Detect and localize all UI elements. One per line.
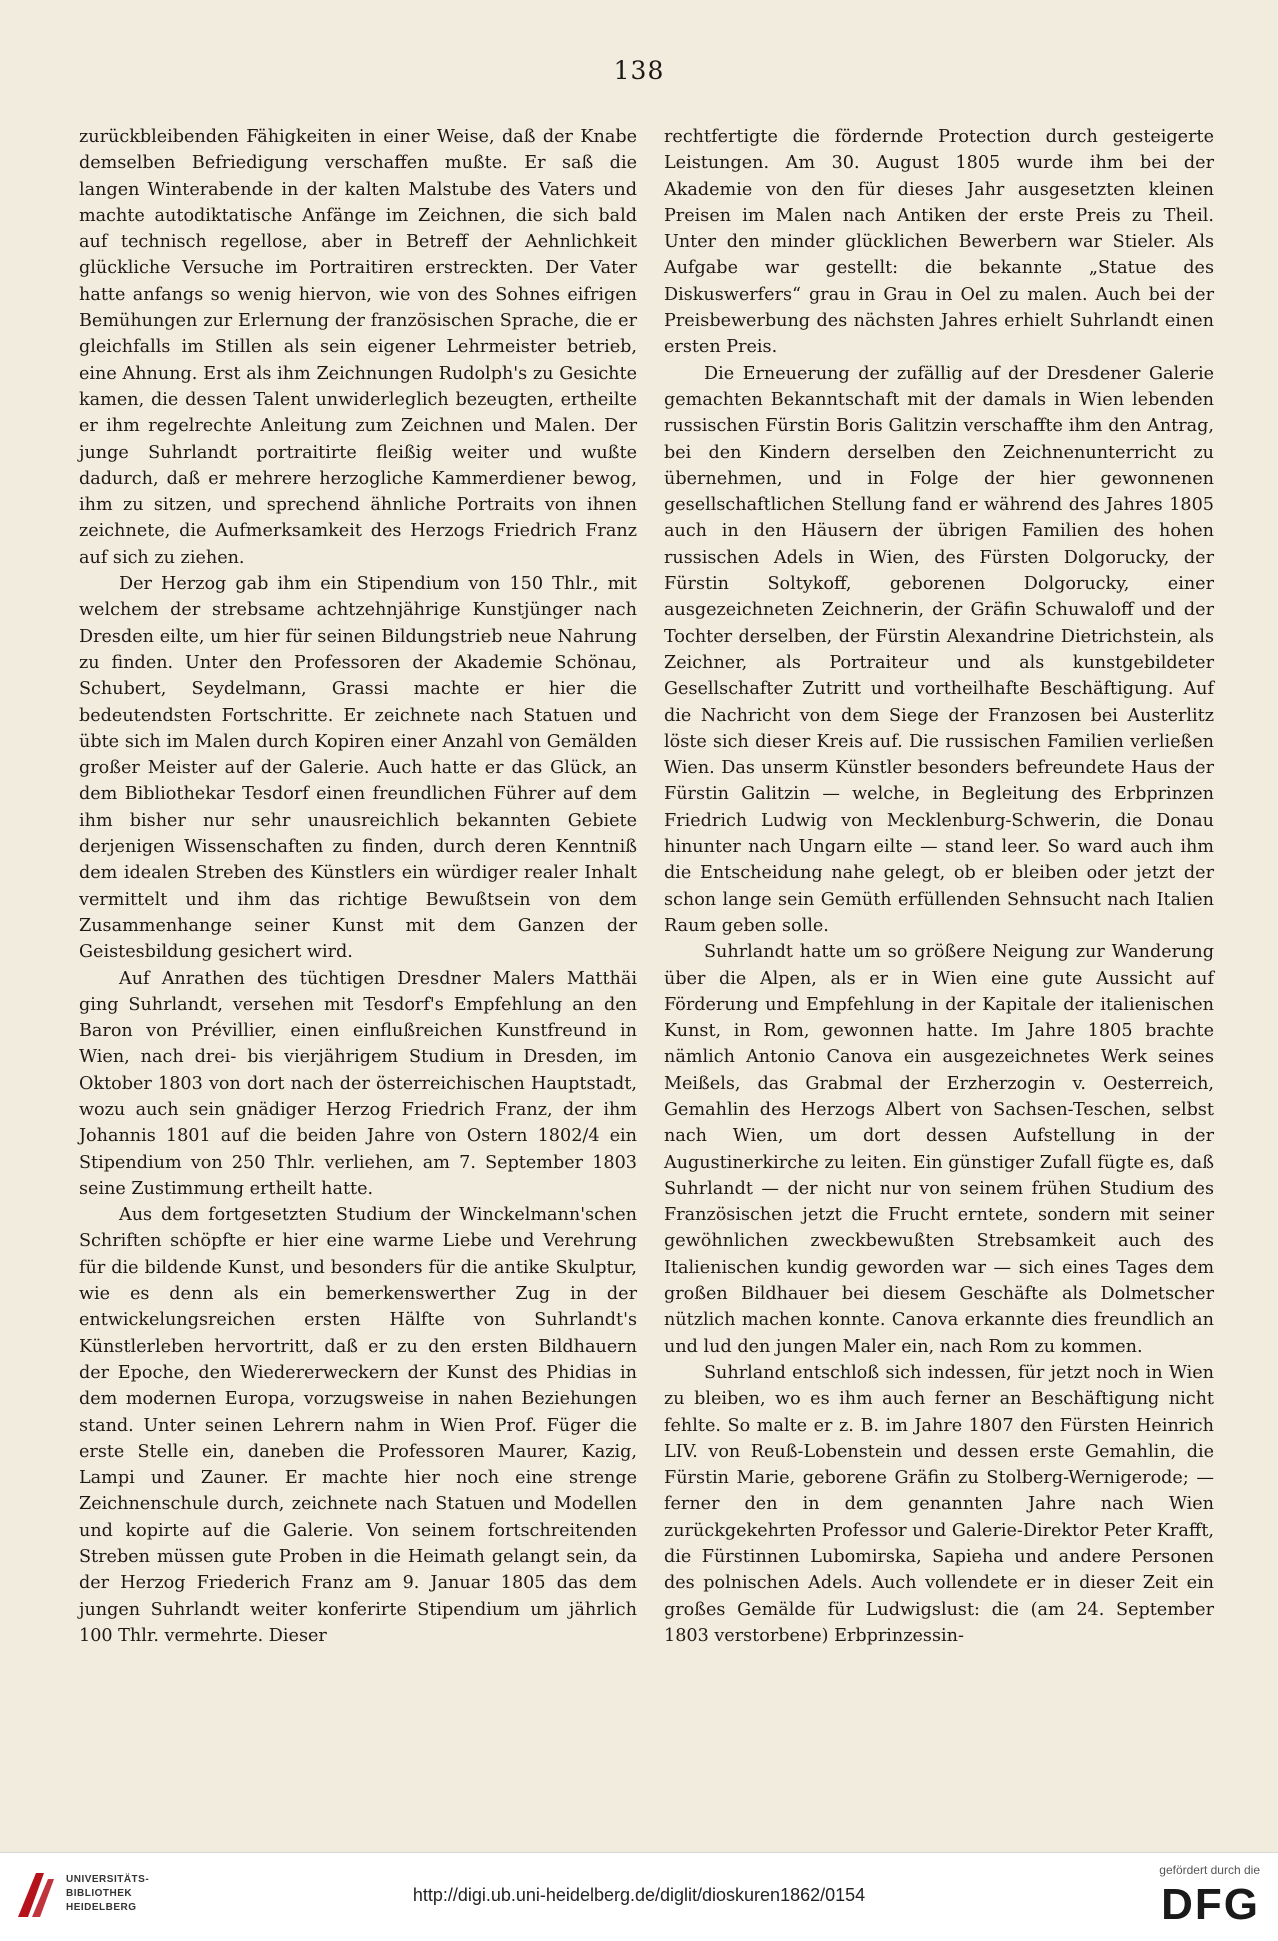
library-name-line: HEIDELBERG: [66, 1902, 137, 1913]
right-column: [664, 124, 1214, 1649]
paragraph: Aus dem fortgesetzten Studium der Winckelmann'schen Schriften schöpfte er hier eine warme Liebe und Verehrung für die bildende Kunst, und besonders für die antike Skulptur, wie es denn als ein bemerkenswerther Zug in der entwickelungsreichen ersten Hälfte von Suhrlandt's Künstlerleben hervortritt, daß er zu den ersten Bildhauern der Epoche, den Wiedererweckern der Kunst des Phidias in dem modernen Europa, vorzugsweise in nahen Beziehungen stand. Unter seinen Lehrern nahm in Wien Prof. Füger die erste Stelle ein, daneben die Professoren Maurer, Kazig, Lampi und Zauner. Er machte hier noch eine strenge Zeichnenschule durch, zeichnete nach Statuen und Modellen und kopirte auf die Galerie. Von seinem fortschreitenden Streben müssen gute Proben in die Heimath gelangt sein, da der Herzog Friederich Franz am 9. Januar 1805 das dem jungen Suhrlandt weiter konferirte Stipendium um jährlich 100 Thlr. vermehrte. Dieser: [79, 1205, 637, 1646]
paragraph: Auf Anrathen des tüchtigen Dresdner Malers Matthäi ging Suhrlandt, versehen mit Tesdorf's Empfehlung an den Baron von Prévillier, einen einflußreichen Kunstfreund in Wien, nach drei- bis vierjährigem Studium in Dresden, im Oktober 1803 von dort nach der österreichischen Hauptstadt, wozu auch sein gnädiger Herzog Friedrich Franz, der ihm Johannis 1801 auf die beiden Jahre von Ostern 1802/4 ein Stipendium von 250 Thlr. verliehen, am 7. September 1803 seine Zustimmung ertheilt hatte.: [79, 968, 637, 1199]
page-number: 138: [613, 56, 665, 85]
library-name-line: BIBLIOTHEK: [66, 1888, 133, 1899]
paragraph: Die Erneuerung der zufällig auf der Dresdener Galerie gemachten Bekanntschaft mit der damals in Wien lebenden russischen Fürstin Boris Galitzin verschaffte ihm den Antrag, bei den Kindern derselben den Zeichnenunterricht zu übernehmen, und in Folge der hier gewonnenen gesellschaftlichen Stellung fand er während des Jahres 1805 auch in den Häusern der übrigen Familien des hohen russischen Adels in Wien, des Fürsten Dolgorucky, der Fürstin Soltykoff, geborenen Dolgorucky, einer ausgezeichneten Zeichnerin, der Gräfin Schuwaloff und der Tochter derselben, der Fürstin Alexandrine Dietrichstein, als Zeichner, als Portraiteur und als kunstgebildeter Gesellschafter Zutritt und vortheilhafte Beschäftigung. Auf die Nachricht von dem Siege der Franzosen bei Austerlitz löste sich dieser Kreis auf. Die russischen Familien verließen Wien. Das unserm Künstler besonders befreundete Haus der Fürstin Galitzin — welche, in Begleitung des Erbprinzen Friedrich Ludwig von Mecklenburg-Schwerin, die Donau hinunter nach Ungarn eilte — stand leer. So ward auch ihm die Entscheidung nahe gelegt, ob er bleiben oder jetzt der schon lange sein Gemüth erfüllenden Sehnsucht nach Italien Raum geben solle.: [664, 363, 1214, 936]
paragraph: Suhrlandt hatte um so größere Neigung zur Wanderung über die Alpen, als er in Wien eine gute Aussicht auf Förderung und Empfehlung in der Kapitale der italienischen Kunst, in Rom, gewonnen hatte. Im Jahre 1805 brachte nämlich Antonio Canova ein ausgezeichnetes Werk seines Meißels, das Grabmal der Erzherzogin v. Oesterreich, Gemahlin des Herzogs Albert von Sachsen-Teschen, selbst nach Wien, um dort dessen Aufstellung in der Augustinerkirche zu leiten. Ein günstiger Zufall fügte es, daß Suhrlandt — der nicht nur von seinem frühen Studium des Französischen jetzt die Frucht erntete, sondern mit seiner gewöhnlichen zweckbewußten Strebsamkeit auch des Italienischen kundig geworden war — sich eines Tages dem großen Bildhauer bei diesem Geschäfte als Dolmetscher nützlich machen konnte. Canova erkannte dies freundlich an und lud den jungen Maler ein, nach Rom zu kommen.: [664, 942, 1214, 1357]
funding-caption: gefördert durch die: [1159, 1863, 1260, 1877]
left-column: [79, 124, 637, 1649]
dfg-logo[interactable]: DFG: [1161, 1880, 1260, 1929]
viewer-footer: [0, 1852, 1278, 1941]
paragraph: zurückbleibenden Fähigkeiten in einer Weise, daß der Knabe demselben Befriedigung verschaffen mußte. Er saß die langen Winterabende in der kalten Malstube des Vaters und machte autodiktatische Anfänge im Zeichnen, die sich bald auf technisch regellose, aber in Betreff der Aehnlichkeit glückliche Versuche im Portraitiren erstreckten. Der Vater hatte anfangs so wenig hiervon, wie von des Sohnes eifrigen Bemühungen zur Erlernung der französischen Sprache, die er gleichfalls im Stillen als sein eigener Lehrmeister betrieb, eine Ahnung. Erst als ihm Zeichnungen Rudolph's zu Gesichte kamen, die dessen Talent unwiderleglich bezeugten, ertheilte er ihm regelrechte Anleitung zum Zeichnen und Malen. Der junge Suhrlandt portraitirte fleißig weiter und wußte dadurch, daß er mehrere herzogliche Kammerdiener bewog, ihm zu sitzen, und sprechend ähnliche Portraits von ihnen zeichnete, die Aufmerksamkeit des Herzogs Friedrich Franz auf sich zu ziehen.: [79, 127, 637, 568]
paragraph: Der Herzog gab ihm ein Stipendium von 150 Thlr., mit welchem der strebsame achtzehnjährige Kunstjünger nach Dresden eilte, um hier für seinen Bildungstrieb neue Nahrung zu finden. Unter den Professoren der Akademie Schönau, Schubert, Seydelmann, Grassi machte er hier die bedeutendsten Fortschritte. Er zeichnete nach Statuen und übte sich im Malen durch Kopiren einer Anzahl von Gemälden großer Meister auf der Galerie. Auch hatte er das Glück, an dem Bibliothekar Tesdorf einen freundlichen Führer auf dem ihm bisher nur sehr unausreichlich bekannten Gebiete derjenigen Wissenschaften zu finden, durch deren Kenntniß dem idealen Streben des Künstlers ein würdiger realer Inhalt vermittelt und ihm das richtige Bewußtsein von dem Zusammenhange seiner Kunst mit dem Ganzen der Geistesbildung gesichert wird.: [79, 574, 637, 963]
library-name-line: UNIVERSITÄTS-: [66, 1874, 150, 1885]
paragraph: Suhrland entschloß sich indessen, für jetzt noch in Wien zu bleiben, wo es ihm auch ferner an Beschäftigung nicht fehlte. So malte er z. B. im Jahre 1807 den Fürsten Heinrich LIV. von Reuß-Lobenstein und dessen erste Gemahlin, die Fürstin Marie, geborene Gräfin zu Stolberg-Wernigerode; — ferner den in dem genannten Jahre nach Wien zurückgekehrten Professor und Galerie-Direktor Peter Krafft, die Fürstinnen Lubomirska, Sapieha und andere Personen des polnischen Adels. Auch vollendete er in dieser Zeit ein großes Gemälde für Ludwigslust: die (am 24. September 1803 verstorbene) Erbprinzessin-: [664, 1362, 1214, 1646]
permalink-url[interactable]: http://digi.ub.uni-heidelberg.de/diglit/dioskuren1862/0154: [412, 1885, 866, 1905]
paragraph: rechtfertigte die fördernde Protection durch gesteigerte Leistungen. Am 30. August 1805 wurde ihm bei der Akademie von den für dieses Jahr ausgesetzten kleinen Preisen im Malen nach Antiken der erste Preis zu Theil. Unter den minder glücklichen Bewerbern war Stieler. Als Aufgabe war gestellt: die bekannte „Statue des Diskuswerfers“ grau in Grau in Oel zu malen. Auch bei der Preisbewerbung des nächsten Jahres erhielt Suhrlandt einen ersten Preis.: [664, 127, 1214, 358]
